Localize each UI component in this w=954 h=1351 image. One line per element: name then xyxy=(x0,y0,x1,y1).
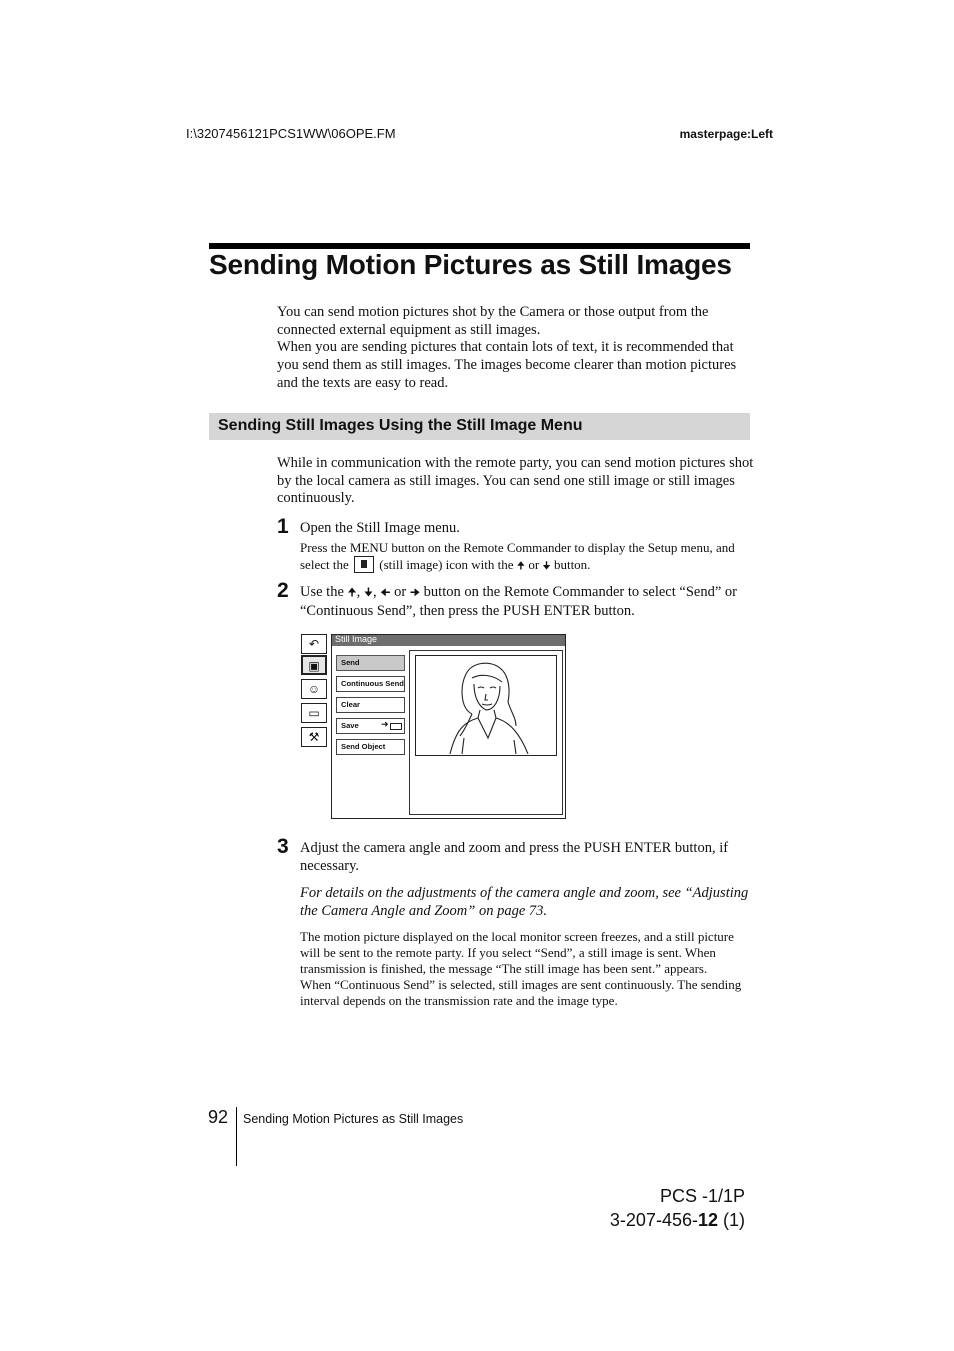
step-text: Open the Still Image menu. xyxy=(300,520,460,536)
page-number: 92 xyxy=(208,1107,229,1127)
code-bold: 12 xyxy=(697,1210,718,1230)
step-detail-text: (still image) icon with the xyxy=(379,557,514,573)
save-button[interactable]: Save ➜ xyxy=(336,718,405,734)
step-text-part: Use the xyxy=(300,584,344,600)
step-detail-text: or xyxy=(528,557,540,573)
result-paragraph: When “Continuous Send” is selected, still images are sent continuously. The sending interval depends on the transmission rate and the image type. xyxy=(300,977,742,1008)
step-text-part: or xyxy=(394,584,407,600)
step-number: 1 xyxy=(277,515,289,538)
card-icon xyxy=(390,723,402,730)
still-image-icon[interactable]: ▣ xyxy=(301,655,327,675)
cross-reference: For details on the adjustments of the camera angle and zoom, see “Adjusting the Camera Angle and Zoom” on page 73. xyxy=(300,885,749,919)
file-path: I:\3207456121PCS1WW\06OPE.FM xyxy=(186,126,396,141)
document-code xyxy=(560,1210,745,1231)
down-arrow-icon: 🠋 xyxy=(363,587,373,599)
left-arrow-icon: 🠈 xyxy=(380,587,391,599)
step-text-part: button on the Remote Commander to select “Send” or “Continuous Send”, then press the PUSH ENTER button. xyxy=(300,584,737,619)
step-detail-text: button. xyxy=(553,557,591,573)
send-object-button[interactable]: Send Object xyxy=(336,739,405,755)
intro-text xyxy=(277,304,755,393)
separator: , xyxy=(372,584,377,600)
woman-portrait-illustration xyxy=(416,656,555,754)
still-image-panel xyxy=(331,634,566,819)
masterpage-label: masterpage:Left xyxy=(679,127,773,141)
continuous-send-button[interactable]: Continuous Send xyxy=(336,676,405,692)
step-text xyxy=(300,584,755,620)
step-detail xyxy=(300,540,755,576)
intro-paragraph: You can send motion pictures shot by the Camera or those output from the connected external equipment as still images. xyxy=(277,304,709,338)
clear-button[interactable]: Clear xyxy=(336,697,405,713)
step-text: Adjust the camera angle and zoom and press the PUSH ENTER button, if necessary. xyxy=(300,840,729,874)
code-prefix: 3-207-456- xyxy=(609,1210,698,1230)
step-result xyxy=(300,929,755,1009)
down-arrow-icon: 🠋 xyxy=(542,561,551,573)
intro-paragraph: When you are sending pictures that contain lots of text, it is recommended that you send them as still images. The images become clearer than motion pictures and the texts are easy to read. xyxy=(277,339,737,391)
camera-person-icon[interactable]: ☺ xyxy=(301,679,327,699)
result-paragraph: The motion picture displayed on the local monitor screen freezes, and a still picture will be sent to the remote party. If you select “Send”, a still image is sent. When transmission is finished, the message “The still image has been sent.” appears. xyxy=(300,929,734,976)
step-number: 2 xyxy=(277,579,289,602)
preview-area xyxy=(409,650,563,815)
up-arrow-icon: 🠉 xyxy=(516,561,526,573)
page-title: Sending Motion Pictures as Still Images xyxy=(209,249,732,280)
still-image-menu-screen xyxy=(300,634,566,819)
section-intro: While in communication with the remote party, you can send motion pictures shot by the local camera as still images. You can send one still image or still images continuously. xyxy=(277,455,754,507)
step-number: 3 xyxy=(277,835,289,858)
panel-title-bar xyxy=(332,635,565,646)
still-image-icon xyxy=(354,556,374,573)
footer-rule xyxy=(236,1107,237,1166)
save-to-card-icon: ➜ xyxy=(381,719,389,729)
back-icon[interactable]: ↶ xyxy=(301,634,327,654)
separator: , xyxy=(356,584,361,600)
running-title: Sending Motion Pictures as Still Images xyxy=(243,1112,464,1126)
section-title: Sending Still Images Using the Still Image Menu xyxy=(218,417,583,434)
code-suffix: (1) xyxy=(718,1210,745,1230)
camera-preview xyxy=(415,655,557,756)
tools-icon[interactable]: ⚒ xyxy=(301,727,327,747)
send-button[interactable]: Send xyxy=(336,655,405,671)
panel-title: Still Image xyxy=(335,634,378,644)
input-select-icon[interactable]: ▭ xyxy=(301,703,327,723)
model-code: PCS -1/1P xyxy=(659,1186,745,1206)
right-arrow-icon: 🠊 xyxy=(409,587,421,599)
up-arrow-icon: 🠉 xyxy=(347,587,357,599)
step-detail-text: Press the MENU button on the Remote Commander to display the Setup menu, and select the xyxy=(300,540,735,573)
